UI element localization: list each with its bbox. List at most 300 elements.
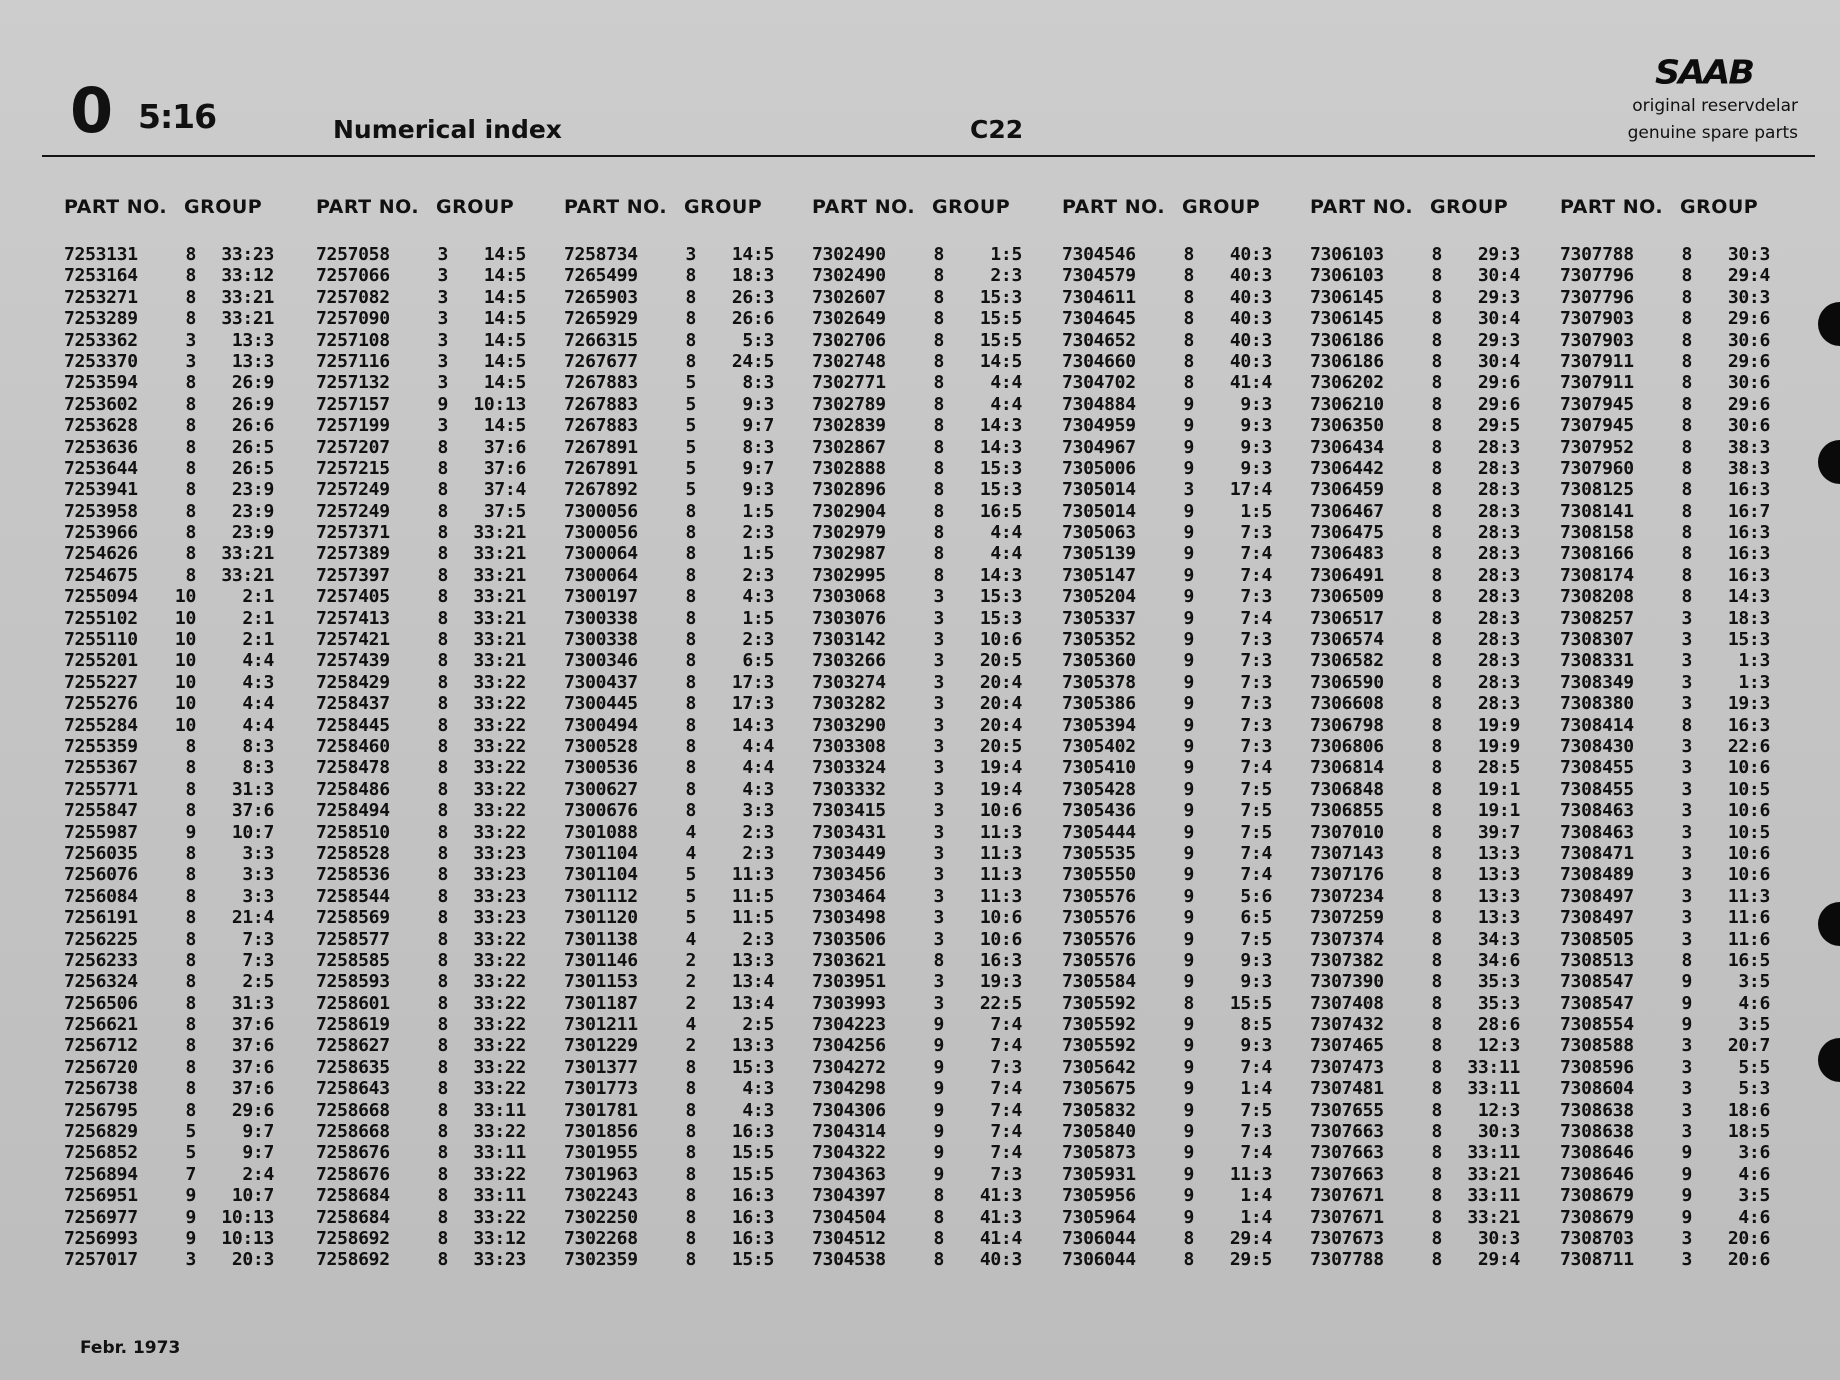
group-number: 3: [1681, 650, 1692, 672]
group-number: 9: [1183, 907, 1194, 929]
part-number: 7307663: [1310, 1163, 1384, 1185]
group-number: 8: [1183, 308, 1194, 330]
part-row: [316, 843, 556, 864]
section-ref: 37:6: [231, 800, 274, 822]
part-row: [64, 1078, 304, 1099]
part-number: 7306202: [1310, 372, 1384, 394]
group-number: 8: [437, 457, 448, 479]
group-number: 9: [1183, 1121, 1194, 1143]
part-number: 7306186: [1310, 329, 1384, 351]
group-number: 9: [1681, 1185, 1692, 1207]
part-number: 7300536: [564, 757, 638, 779]
part-row: [1560, 1121, 1800, 1142]
part-number: 7303324: [812, 757, 886, 779]
section-ref: 33:22: [473, 1056, 526, 1078]
part-row: [564, 330, 804, 351]
group-number: 8: [437, 864, 448, 886]
part-number: 7257132: [316, 372, 390, 394]
part-number: 7257215: [316, 457, 390, 479]
part-number: 7307663: [1310, 1142, 1384, 1164]
part-number: 7257058: [316, 244, 390, 265]
section-ref: 4:3: [742, 778, 774, 800]
part-number: 7306806: [1310, 735, 1384, 757]
part-row: [564, 437, 804, 458]
group-number: 8: [185, 415, 196, 437]
page-title: Numerical index: [333, 115, 562, 144]
part-row: [316, 330, 556, 351]
section-ref: 19:3: [1727, 693, 1770, 715]
section-ref: 16:3: [731, 1185, 774, 1207]
part-number: 7253289: [64, 308, 138, 330]
part-number: 7307788: [1310, 1249, 1384, 1271]
group-number: 8: [437, 1056, 448, 1078]
part-number: 7305428: [1062, 778, 1136, 800]
part-number: 7256076: [64, 864, 138, 886]
section-ref: 1:4: [1240, 1078, 1272, 1100]
group-number: 3: [1681, 693, 1692, 715]
part-row: [812, 458, 1052, 479]
section-ref: 4:4: [990, 372, 1022, 394]
part-number: 7302896: [812, 479, 886, 501]
section-ref: 7:4: [1240, 864, 1272, 886]
section-ref: 20:6: [1727, 1249, 1770, 1271]
group-number: 8: [1681, 457, 1692, 479]
part-number: 7302995: [812, 564, 886, 586]
part-number: 7258643: [316, 1078, 390, 1100]
part-number: 7301955: [564, 1142, 638, 1164]
part-no-header: PART NO.: [64, 196, 168, 218]
group-number: 9: [185, 1206, 196, 1228]
group-number: 2: [685, 971, 696, 993]
part-row: [564, 1014, 804, 1035]
part-row: [1310, 1207, 1550, 1228]
group-number: 8: [185, 1056, 196, 1078]
group-number: 9: [1183, 607, 1194, 629]
column-header: [64, 196, 304, 218]
group-number: 3: [437, 415, 448, 437]
part-number: 7300346: [564, 650, 638, 672]
group-number: 8: [685, 564, 696, 586]
group-number: 9: [1681, 1014, 1692, 1036]
part-number: 7306186: [1310, 350, 1384, 372]
section-ref: 11:3: [731, 864, 774, 886]
part-row: [812, 993, 1052, 1014]
group-number: 9: [1183, 1099, 1194, 1121]
section-ref: 28:3: [1477, 479, 1520, 501]
section-ref: 34:3: [1477, 928, 1520, 950]
part-row: [316, 244, 556, 265]
part-row: [1560, 479, 1800, 500]
part-row: [1310, 822, 1550, 843]
part-row: [1560, 522, 1800, 543]
part-row: [1560, 693, 1800, 714]
group-number: 8: [1431, 244, 1442, 265]
part-row: [316, 1142, 556, 1163]
group-number: 8: [685, 350, 696, 372]
part-row: [64, 501, 304, 522]
section-ref: 2:3: [742, 564, 774, 586]
section-ref: 37:6: [231, 1014, 274, 1036]
section-ref: 19:4: [979, 757, 1022, 779]
part-row: [1560, 287, 1800, 308]
part-row: [316, 1014, 556, 1035]
section-ref: 31:3: [231, 992, 274, 1014]
group-number: 8: [685, 286, 696, 308]
group-number: 8: [185, 500, 196, 522]
part-no-header: PART NO.: [1062, 196, 1166, 218]
part-row: [316, 650, 556, 671]
group-number: 8: [1431, 393, 1442, 415]
part-row: [316, 971, 556, 992]
section-ref: 29:4: [1229, 1227, 1272, 1249]
part-row: [564, 458, 804, 479]
part-number: 7253370: [64, 350, 138, 372]
section-ref: 4:3: [742, 586, 774, 608]
section-ref: 33:22: [473, 971, 526, 993]
section-ref: 7:3: [1240, 735, 1272, 757]
part-row: [564, 993, 804, 1014]
part-number: 7308141: [1560, 500, 1634, 522]
section-ref: 33:22: [473, 949, 526, 971]
part-row: [1062, 1228, 1302, 1249]
header-divider: [42, 155, 1815, 157]
group-number: 8: [1431, 864, 1442, 886]
part-row: [812, 736, 1052, 757]
group-number: 8: [437, 1078, 448, 1100]
part-number: 7305410: [1062, 757, 1136, 779]
group-number: 10: [174, 693, 196, 715]
section-ref: 33:22: [473, 1014, 526, 1036]
part-row: [316, 586, 556, 607]
group-number: 10: [174, 586, 196, 608]
part-number: 7305436: [1062, 800, 1136, 822]
part-row: [1062, 1100, 1302, 1121]
part-number: 7254626: [64, 543, 138, 565]
section-ref: 1:4: [1240, 1185, 1272, 1207]
group-number: 9: [437, 393, 448, 415]
group-number: 8: [1431, 1099, 1442, 1121]
part-list: [1310, 244, 1550, 1271]
part-row: [1560, 437, 1800, 458]
group-number: 3: [1681, 907, 1692, 929]
group-number: 8: [185, 393, 196, 415]
part-number: 7258627: [316, 1035, 390, 1057]
part-row: [564, 372, 804, 393]
part-number: 7307408: [1310, 992, 1384, 1014]
group-number: 8: [437, 1099, 448, 1121]
part-row: [1062, 1207, 1302, 1228]
section-ref: 10:13: [221, 1227, 274, 1249]
part-number: 7308638: [1560, 1099, 1634, 1121]
section-ref: 5:5: [1738, 1056, 1770, 1078]
part-number: 7267677: [564, 350, 638, 372]
group-number: 2: [685, 949, 696, 971]
part-number: 7301229: [564, 1035, 638, 1057]
section-ref: 3:5: [1738, 1185, 1770, 1207]
section-ref: 7:3: [1240, 671, 1272, 693]
group-number: 3: [437, 286, 448, 308]
part-number: 7306145: [1310, 286, 1384, 308]
part-row: [1560, 372, 1800, 393]
section-ref: 15:3: [979, 286, 1022, 308]
part-number: 7256035: [64, 842, 138, 864]
part-row: [1560, 394, 1800, 415]
part-number: 7308463: [1560, 800, 1634, 822]
part-row: [1560, 265, 1800, 286]
group-number: 3: [1681, 885, 1692, 907]
part-row: [316, 287, 556, 308]
group-number: 8: [685, 329, 696, 351]
part-row: [316, 1249, 556, 1270]
part-number: 7306475: [1310, 522, 1384, 544]
section-ref: 2:3: [742, 629, 774, 651]
part-number: 7308646: [1560, 1163, 1634, 1185]
part-no-header: PART NO.: [316, 196, 420, 218]
group-number: 8: [685, 607, 696, 629]
part-row: [564, 907, 804, 928]
section-ref: 33:23: [473, 1249, 526, 1271]
part-number: 7308646: [1560, 1142, 1634, 1164]
part-row: [1310, 672, 1550, 693]
section-ref: 13:3: [231, 329, 274, 351]
section-ref: 20:7: [1727, 1035, 1770, 1057]
group-number: 8: [1431, 1206, 1442, 1228]
part-row: [812, 886, 1052, 907]
part-number: 7308455: [1560, 757, 1634, 779]
part-number: 7256084: [64, 885, 138, 907]
group-number: 8: [437, 629, 448, 651]
section-ref: 28:3: [1477, 543, 1520, 565]
part-row: [564, 1142, 804, 1163]
part-row: [1310, 929, 1550, 950]
group-number: 3: [1681, 607, 1692, 629]
column-header: [1062, 196, 1302, 218]
part-number: 7257413: [316, 607, 390, 629]
part-number: 7306467: [1310, 500, 1384, 522]
part-row: [1310, 1185, 1550, 1206]
part-number: 7303332: [812, 778, 886, 800]
section-ref: 40:3: [1229, 329, 1272, 351]
part-number: 7308331: [1560, 650, 1634, 672]
section-ref: 20:4: [979, 714, 1022, 736]
section-ref: 30:3: [1727, 244, 1770, 265]
part-number: 7308166: [1560, 543, 1634, 565]
group-number: 3: [437, 329, 448, 351]
group-number: 8: [1431, 671, 1442, 693]
part-row: [316, 1185, 556, 1206]
part-row: [316, 629, 556, 650]
index-column: [1062, 196, 1302, 1271]
part-row: [564, 822, 804, 843]
part-row: [1310, 1142, 1550, 1163]
part-row: [1560, 415, 1800, 436]
group-number: 8: [437, 885, 448, 907]
part-number: 7308505: [1560, 928, 1634, 950]
section-ref: 8:5: [1240, 1014, 1272, 1036]
group-number: 9: [1183, 757, 1194, 779]
section-ref: 10:13: [473, 393, 526, 415]
group-number: 3: [933, 586, 944, 608]
part-number: 7300064: [564, 543, 638, 565]
group-number: 8: [1183, 1249, 1194, 1271]
section-ref: 19:4: [979, 778, 1022, 800]
part-number: 7307382: [1310, 949, 1384, 971]
part-number: 7306044: [1062, 1249, 1136, 1271]
part-row: [1560, 757, 1800, 778]
group-number: 8: [1431, 1163, 1442, 1185]
group-number: 9: [1183, 735, 1194, 757]
group-header: GROUP: [436, 196, 515, 218]
group-number: 8: [1431, 928, 1442, 950]
section-ref: 7:4: [990, 1035, 1022, 1057]
group-number: 8: [685, 1121, 696, 1143]
group-number: 9: [1183, 586, 1194, 608]
part-row: [1560, 843, 1800, 864]
group-number: 9: [1183, 671, 1194, 693]
section-ref: 14:3: [731, 714, 774, 736]
part-row: [812, 1078, 1052, 1099]
group-number: 8: [1681, 586, 1692, 608]
index-column: [1560, 196, 1800, 1271]
group-number: 9: [1183, 800, 1194, 822]
part-number: 7304322: [812, 1142, 886, 1164]
section-ref: 2:3: [990, 265, 1022, 287]
part-number: 7300445: [564, 693, 638, 715]
group-number: 8: [1431, 992, 1442, 1014]
part-row: [64, 864, 304, 885]
section-ref: 23:9: [231, 479, 274, 501]
section-ref: 22:5: [979, 992, 1022, 1014]
section-ref: 15:5: [1229, 992, 1272, 1014]
part-number: 7308513: [1560, 949, 1634, 971]
group-number: 8: [933, 329, 944, 351]
group-number: 3: [437, 350, 448, 372]
group-number: 8: [1681, 500, 1692, 522]
part-number: 7300338: [564, 629, 638, 651]
part-number: 7303142: [812, 629, 886, 651]
group-number: 8: [185, 286, 196, 308]
group-number: 8: [1681, 415, 1692, 437]
part-number: 7307259: [1310, 907, 1384, 929]
section-ref: 15:3: [979, 479, 1022, 501]
part-number: 7305139: [1062, 543, 1136, 565]
group-number: 9: [1681, 992, 1692, 1014]
part-number: 7266315: [564, 329, 638, 351]
part-number: 7256506: [64, 992, 138, 1014]
group-number: 8: [1431, 971, 1442, 993]
group-number: 3: [933, 907, 944, 929]
part-number: 7306350: [1310, 415, 1384, 437]
part-number: 7306459: [1310, 479, 1384, 501]
group-number: 9: [933, 1163, 944, 1185]
part-number: 7304579: [1062, 265, 1136, 287]
group-number: 8: [185, 436, 196, 458]
part-row: [64, 993, 304, 1014]
section-ref: 1:5: [742, 543, 774, 565]
part-row: [1062, 479, 1302, 500]
part-number: 7305006: [1062, 457, 1136, 479]
part-number: 7255094: [64, 586, 138, 608]
part-row: [316, 351, 556, 372]
part-row: [812, 929, 1052, 950]
part-number: 7305378: [1062, 671, 1136, 693]
part-number: 7253271: [64, 286, 138, 308]
group-number: 9: [1183, 1014, 1194, 1036]
section-ref: 15:3: [979, 586, 1022, 608]
part-row: [564, 950, 804, 971]
part-number: 7258577: [316, 928, 390, 950]
part-row: [1310, 287, 1550, 308]
section-ref: 7:3: [1240, 714, 1272, 736]
section-ref: 33:23: [473, 842, 526, 864]
part-number: 7257405: [316, 586, 390, 608]
section-ref: 16:3: [731, 1206, 774, 1228]
section-ref: 28:5: [1477, 757, 1520, 779]
part-row: [1062, 1035, 1302, 1056]
part-row: [316, 308, 556, 329]
part-number: 7304538: [812, 1249, 886, 1271]
section-ref: 40:3: [1229, 286, 1272, 308]
group-number: 8: [185, 992, 196, 1014]
group-number: 8: [1681, 479, 1692, 501]
section-ref: 7:5: [1240, 778, 1272, 800]
part-row: [1560, 1100, 1800, 1121]
part-row: [1310, 522, 1550, 543]
group-number: 8: [185, 1078, 196, 1100]
group-number: 8: [1431, 629, 1442, 651]
section-ref: 26:9: [231, 372, 274, 394]
section-ref: 14:5: [483, 244, 526, 265]
section-ref: 15:3: [1727, 629, 1770, 651]
part-number: 7304959: [1062, 415, 1136, 437]
section-ref: 9:3: [1240, 415, 1272, 437]
part-number: 7306608: [1310, 693, 1384, 715]
section-ref: 5:6: [1240, 885, 1272, 907]
part-number: 7300197: [564, 586, 638, 608]
section-ref: 13:3: [1477, 907, 1520, 929]
part-number: 7306517: [1310, 607, 1384, 629]
group-number: 3: [933, 671, 944, 693]
part-number: 7307390: [1310, 971, 1384, 993]
group-number: 3: [1681, 864, 1692, 886]
group-number: 3: [185, 350, 196, 372]
part-row: [316, 929, 556, 950]
part-number: 7302867: [812, 436, 886, 458]
part-row: [812, 629, 1052, 650]
section-ref: 15:5: [979, 329, 1022, 351]
part-row: [564, 1100, 804, 1121]
section-ref: 7:3: [1240, 693, 1272, 715]
column-header: [316, 196, 556, 218]
group-number: 9: [1183, 1142, 1194, 1164]
part-row: [1560, 715, 1800, 736]
part-row: [1310, 1057, 1550, 1078]
part-number: 7258684: [316, 1185, 390, 1207]
section-ref: 30:4: [1477, 308, 1520, 330]
part-row: [1062, 244, 1302, 265]
binder-hole: [1818, 902, 1840, 946]
part-row: [812, 843, 1052, 864]
section-ref: 7:3: [1240, 522, 1272, 544]
part-row: [564, 1185, 804, 1206]
column-header: [812, 196, 1052, 218]
part-row: [1560, 1078, 1800, 1099]
part-number: 7305360: [1062, 650, 1136, 672]
part-number: 7306103: [1310, 265, 1384, 287]
group-number: 3: [1681, 629, 1692, 651]
part-row: [812, 715, 1052, 736]
sheet-number: 0: [70, 74, 114, 147]
